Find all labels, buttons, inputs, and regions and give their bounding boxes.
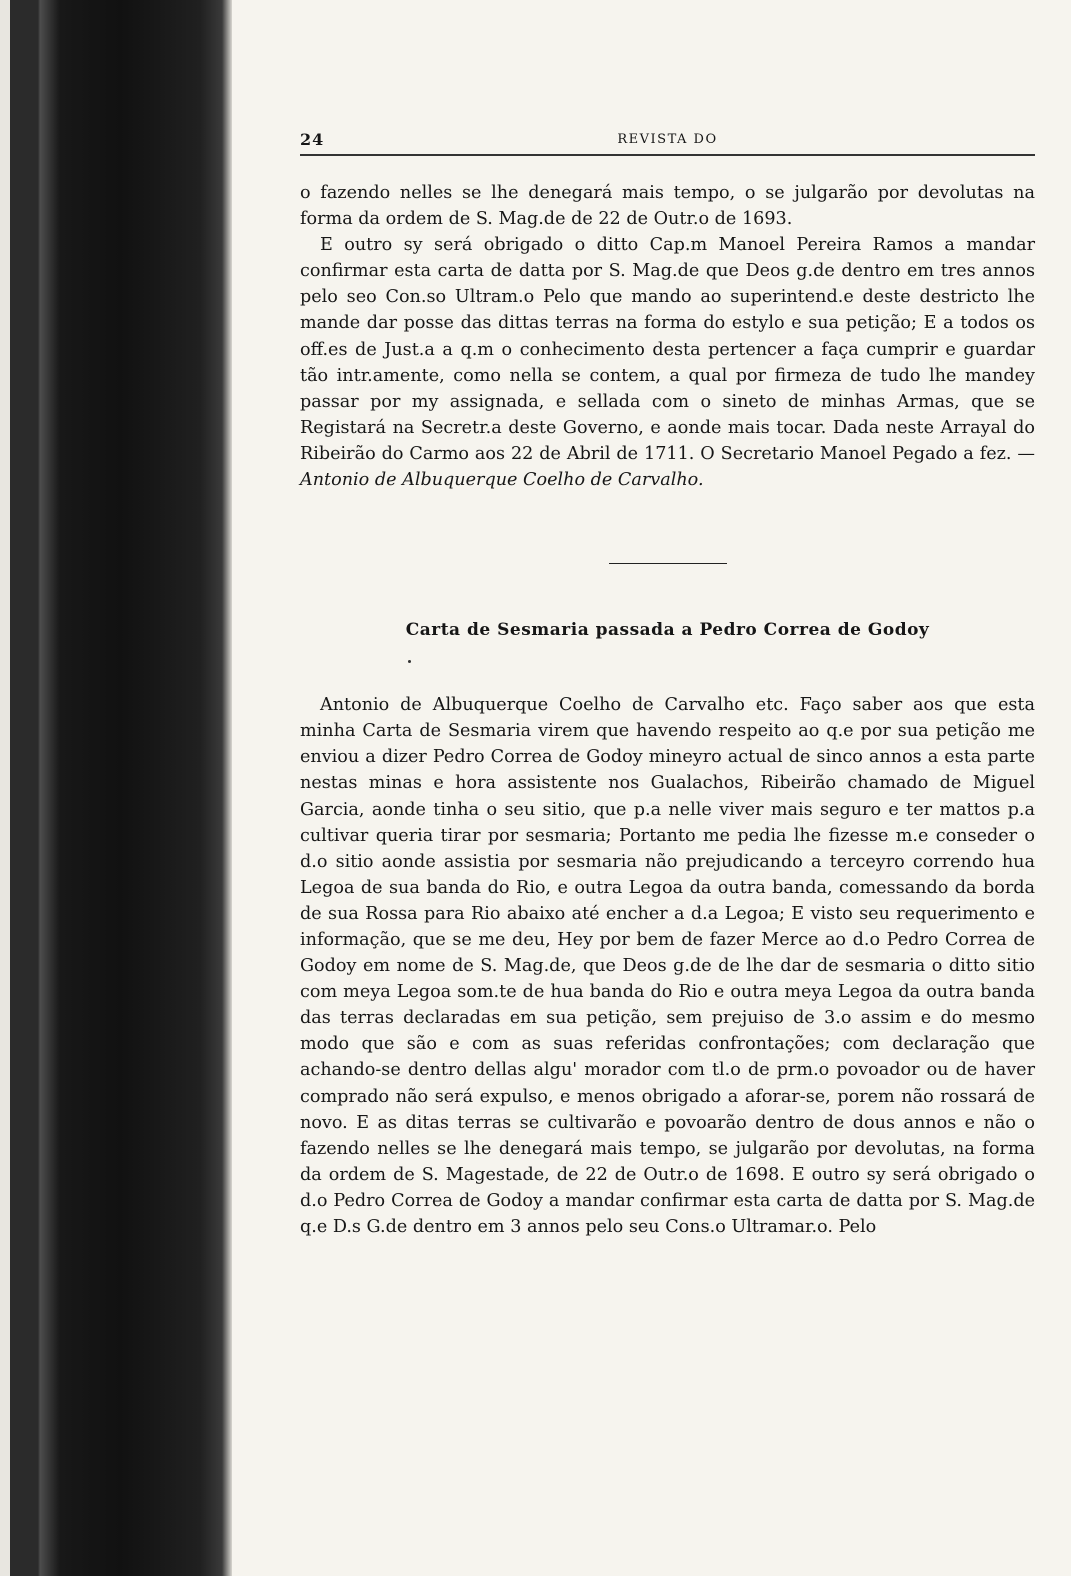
ink-dot [300,640,1035,692]
paragraph-text: E outro sy será obrigado o ditto Cap.m Manoel Pereira Ramos a mandar confirmar esta carta de datta por S. Mag.de que Deos g.de dentro em tres annos pelo seo Con.so Ultram.o Pelo que mando ao superintend.e deste destricto lhe mande dar posse das dittas terras na forma do estylo e sua petição; E a todos os off.es de Just.a a q.m o conhecimento desta pertencer a faça cumprir e guardar tão intr.amente, como nella se contem, a qual por firmeza de tudo lhe mandey passar por my assignada, e sellada com o sineto de minhas Armas, que se Registará na Secretr.a deste Governo, e aonde mais tocar. Dada neste Arrayal do Ribeirão do Carmo aos 22 de Abril de 1711. O Secretario Manoel Pegado a fez. — [300,235,1035,464]
book-gutter-shadow [0,0,232,1576]
running-head [300,120,1035,148]
signature: Antonio de Albuquerque Coelho de Carvalho. [300,470,704,491]
section-separator [609,563,727,564]
running-title: REVISTA DO [617,132,718,147]
section-1 [300,180,1035,493]
section-2 [300,692,1035,1240]
paragraph [300,232,1035,493]
paragraph: Antonio de Albuquerque Coelho de Carvalho etc. Faço saber aos que esta minha Carta de Sesmaria virem que havendo respeito ao q.e por sua petição me enviou a dizer Pedro Correa de Godoy mineyro actual de sinco annos a esta parte nestas minas e hora assistente nos Gualachos, Ribeirão chamado de Miguel Garcia, aonde tinha o seu sitio, que p.a nelle viver mais seguro e ter mattos p.a cultivar queria tirar por sesmaria; Portanto me pedia lhe fizesse m.e conseder o d.o sitio aonde assistia por sesmaria não prejudicando a terceyro correndo hua Legoa de sua banda do Rio, e outra Legoa da outra banda, comessando da borda de sua Rossa para Rio abaixo até encher a d.a Legoa; E visto seu requerimento e informação, que se me deu, Hey por bem de fazer Merce ao d.o Pedro Correa de Godoy em nome de S. Mag.de, que Deos g.de de lhe dar de sesmaria o ditto sitio com meya Legoa som.te de hua banda do Rio e outra meya Legoa da outra banda das terras declaradas em sua petição, sem prejuiso de 3.o assim e do mesmo modo que são e com as suas referidas confrontações; com declaração que achando-se dentro dellas algu' morador com tl.o de prm.o povoador ou de haver comprado não será expulso, e menos obrigado a aforar-se, porem não rossará de novo. E as ditas terras se cultivarão e povoarão dentro de dous annos e não o fazendo nelles se lhe denegará mais tempo, se julgarão por devolutas, na forma da ordem de S. Magestade, de 22 de Outr.o de 1698. E outro sy será obrigado o d.o Pedro Correa de Godoy a mandar confirmar esta carta de datta por S. Mag.de q.e D.s G.de dentro em 3 annos pelo seu Cons.o Ultramar.o. Pelo [300,695,1035,1237]
page-edge [0,0,10,1576]
header-rule [300,154,1035,160]
section-title: Carta de Sesmaria passada a Pedro Correa de Godoy [405,620,930,641]
page-number: 24 [300,130,325,149]
paragraph-continuation: o fazendo nelles se lhe denegará mais tempo, o se julgarão por devolutas na forma da ordem de S. Mag.de de 22 de Outr.o de 1693. [300,183,1035,230]
book-page [300,120,1035,1240]
